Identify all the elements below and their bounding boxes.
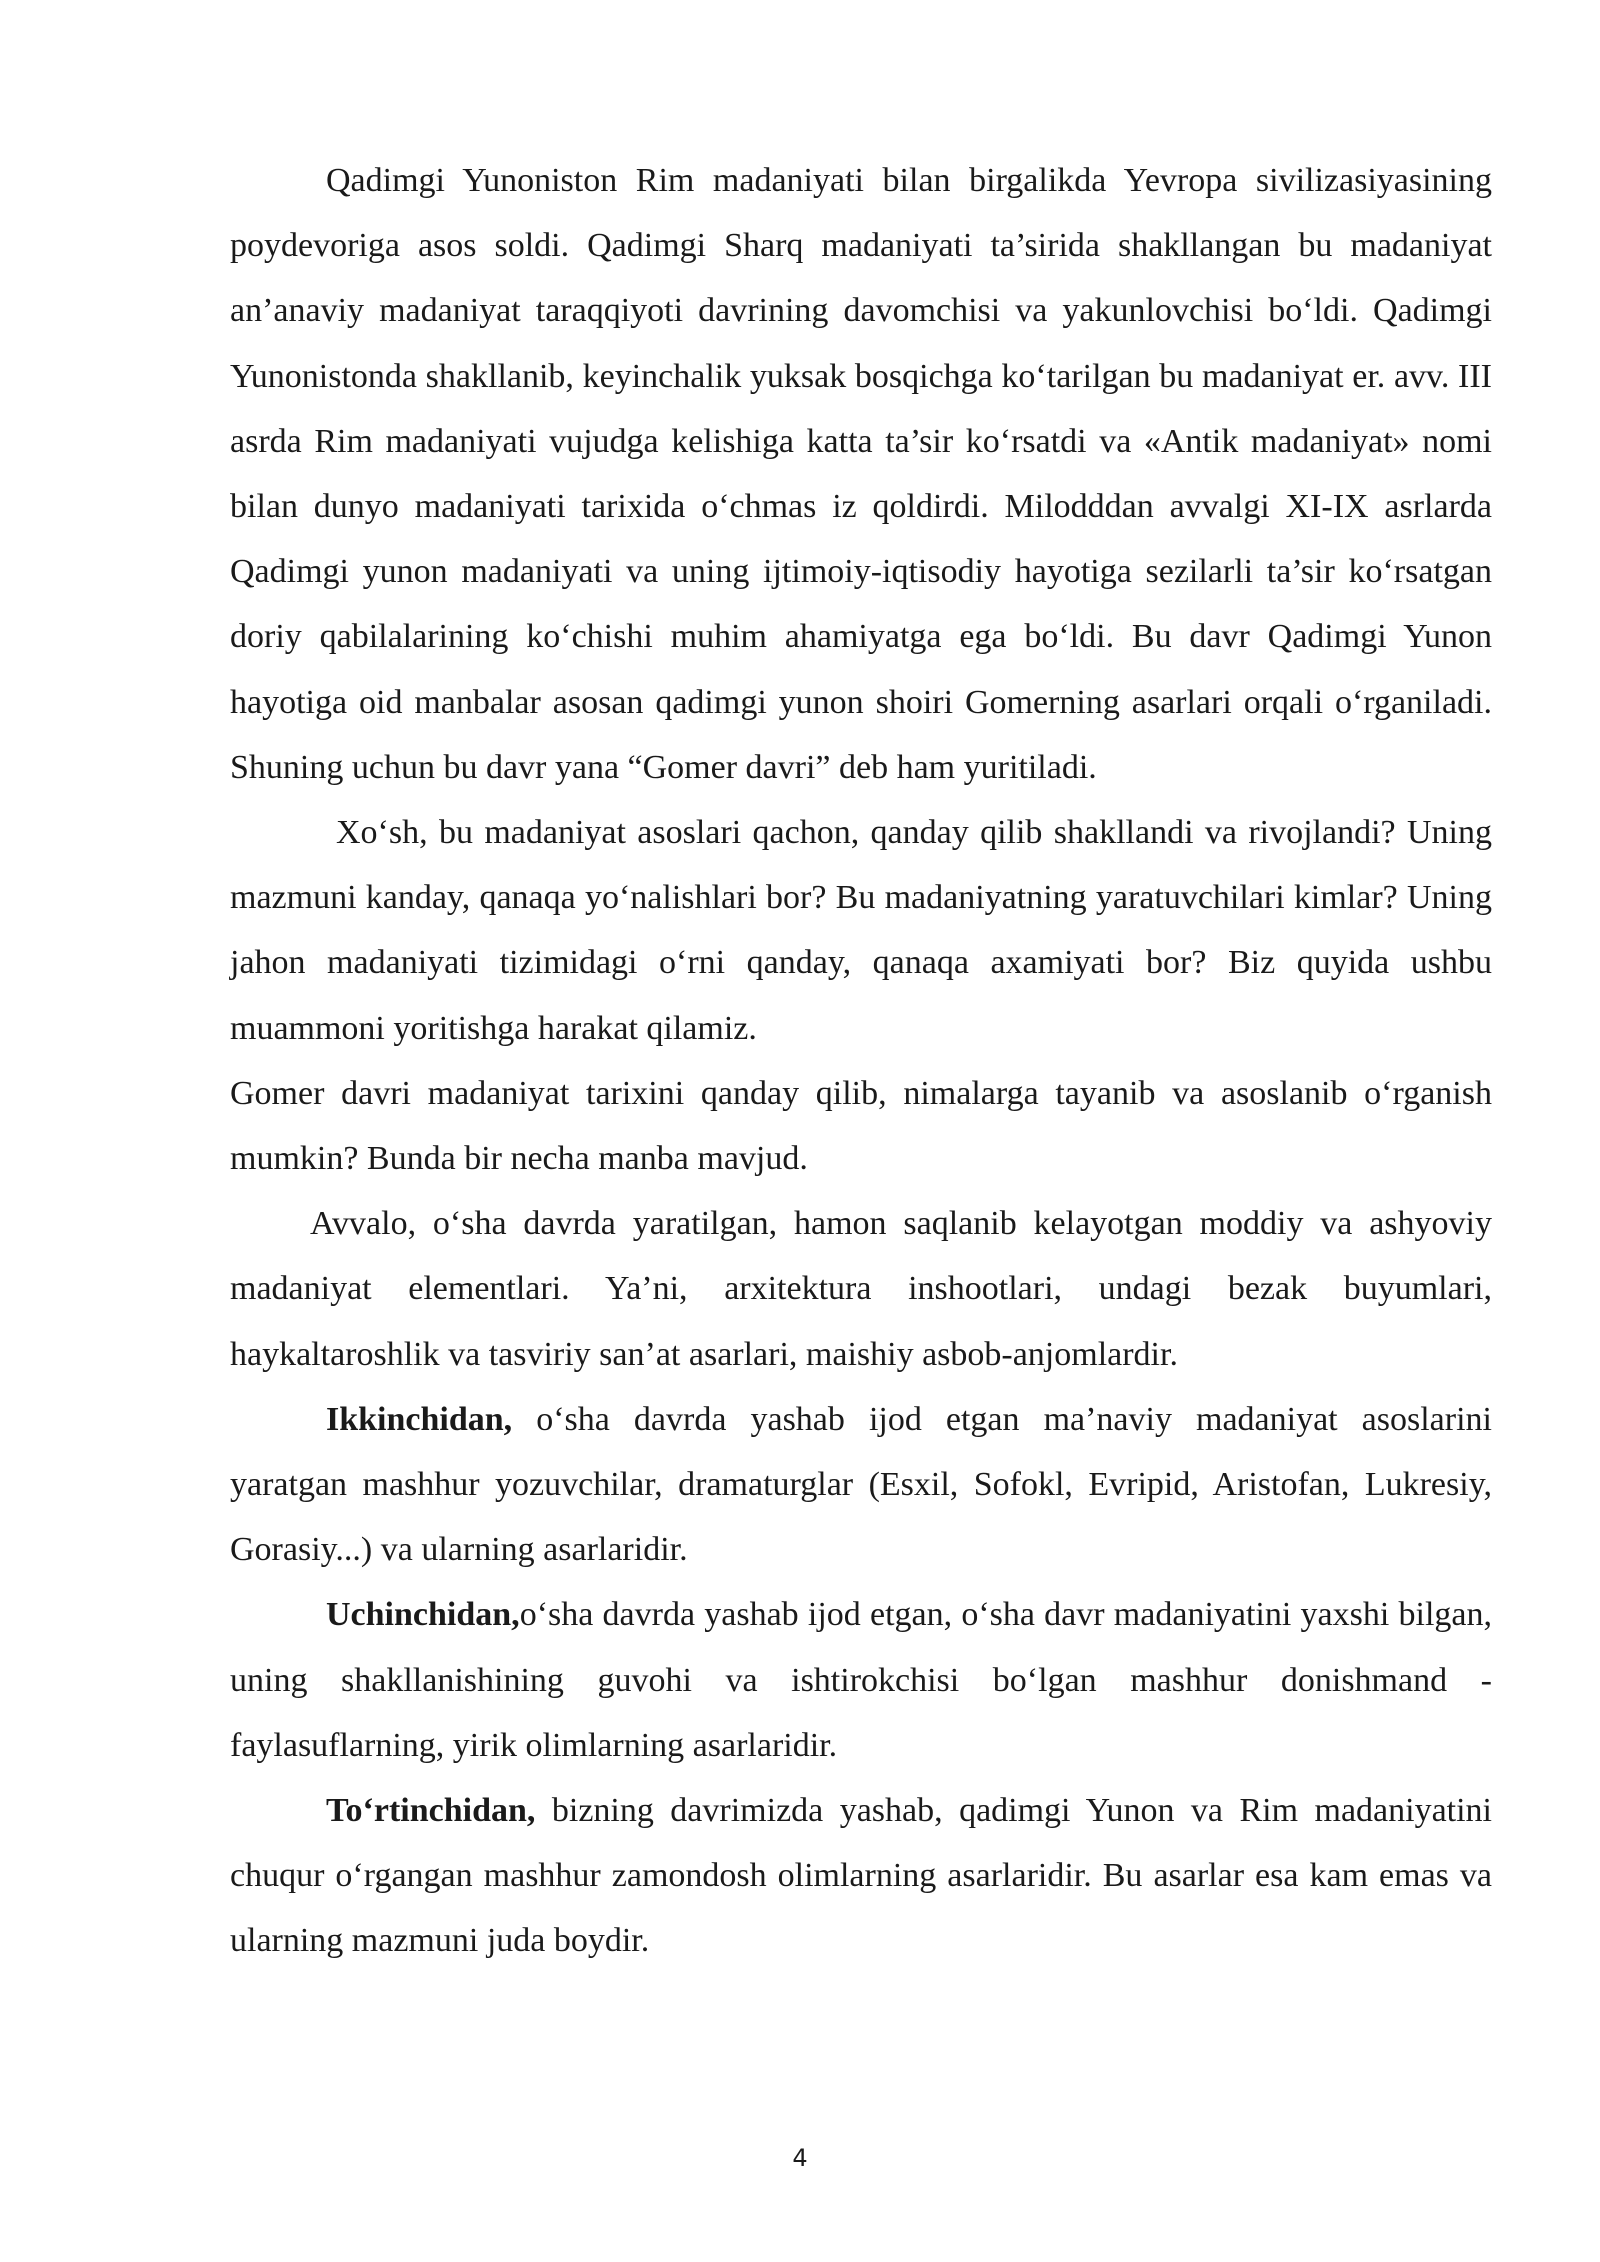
paragraph-third-source <box>230 1582 1492 1778</box>
paragraph-first-source: Avvalo, o‘sha davrda yaratilgan, hamon saqlanib kelayotgan moddiy va ashyoviy madaniyat elementlari. Ya’ni, arxitektura inshootlari, undagi bezak buyumlari, haykaltaroshlik va tasviriy san’at asarlari, maishiy asbob-anjomlardir. <box>230 1205 1492 1373</box>
paragraph-questions: Xo‘sh, bu madaniyat asoslari qachon, qanday qilib shakllandi va rivojlandi? Uning mazmuni kanday, qanaqa yo‘nalishlari bor? Bu madaniyatning yaratuvchilari kimlar? Uning jahon madaniyati tizimidagi o‘rni qanday, qanaqa axamiyati bor? Biz quyida ushbu muammoni yoritishga harakat qilamiz. <box>230 814 1492 1047</box>
lead-word-second: Ikkinchidan, <box>326 1400 513 1438</box>
paragraph-text-fourth: bizning davrimizda yashab, qadimgi Yunon va Rim madaniyatini chuqur o‘rgangan mashhur zamondosh olimlarning asarlaridir. Bu asarlar esa kam emas va ularning mazmuni juda boydir. <box>230 1792 1492 1960</box>
lead-word-fourth: To‘rtinchidan, <box>326 1792 536 1830</box>
paragraph-fourth-source <box>230 1778 1492 1974</box>
paragraph-text-second: o‘sha davrda yashab ijod etgan ma’naviy madaniyat asoslarini yaratgan mashhur yozuvchilar, dramaturglar (Esxil, Sofokl, Evripid, Aristofan, Lukresiy, Gorasiy...) va ularning asarlaridir. <box>230 1400 1492 1569</box>
paragraph-sources-intro: Gomer davri madaniyat tarixini qanday qilib, nimalarga tayanib va asoslanib o‘rganish mumkin? Bunda bir necha manba mavjud. <box>230 1074 1492 1178</box>
paragraph-text-third: o‘sha davrda yashab ijod etgan, o‘sha davr madaniyatini yaxshi bilgan, uning shakllanishining guvohi va ishtirokchisi bo‘lgan mashhur donishmand - faylasuflarning, yirik olimlarning asarlaridir. <box>230 1596 1492 1764</box>
paragraph-second-source <box>230 1387 1492 1583</box>
paragraph-intro: Qadimgi Yunoniston Rim madaniyati bilan birgalikda Yevropa sivilizasiyasining poydevoriga asos soldi. Qadimgi Sharq madaniyati ta’sirida shakllangan bu madaniyat an’anaviy madaniyat taraqqiyoti davrining davomchisi va yakunlovchisi bo‘ldi. Qadimgi Yunonistonda shakllanib, keyinchalik yuksak bosqichga ko‘tarilgan bu madaniyat er. avv. III asrda Rim madaniyati vujudga kelishiga katta ta’sir ko‘rsatdi va «Antik madaniyat» nomi bilan dunyo madaniyati tarixida o‘chmas iz qoldirdi. Milodddan avvalgi XI-IX asrlarda Qadimgi yunon madaniyati va uning ijtimoiy-iqtisodiy hayotiga sezilarli ta’sir ko‘rsatgan doriy qabilalarining ko‘chishi muhim ahamiyatga ega bo‘ldi. Bu davr Qadimgi Yunon hayotiga oid manbalar asosan qadimgi yunon shoiri Gomerning asarlari orqali o‘rganiladi. Shuning uchun bu davr yana “Gomer davri” deb ham yuritiladi. <box>230 162 1492 786</box>
document-page <box>230 148 1492 1974</box>
lead-word-third: Uchinchidan, <box>326 1596 520 1634</box>
page-number: 4 <box>792 2144 808 2172</box>
